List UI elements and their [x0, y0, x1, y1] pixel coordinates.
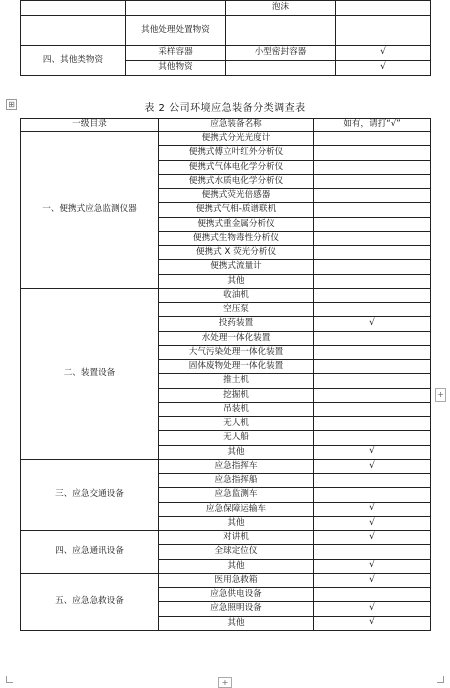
table-cell — [336, 1, 431, 16]
check-mark — [314, 189, 431, 203]
table-row — [21, 531, 431, 545]
check-mark — [314, 203, 431, 217]
table-row — [21, 1, 431, 16]
table-move-handle-icon[interactable]: ⊞ — [6, 99, 17, 110]
equipment-name-cell: 应急供电设备 — [159, 588, 314, 602]
equipment-name-cell: 空压泵 — [159, 303, 314, 317]
equipment-name-cell: 应急指挥船 — [159, 474, 314, 488]
check-mark — [314, 146, 431, 160]
header-equipment-name: 应急装备名称 — [159, 119, 314, 132]
table-cell: 小型密封容器 — [226, 46, 336, 61]
check-mark: √ — [314, 445, 431, 459]
check-mark: √ — [314, 502, 431, 516]
check-mark — [314, 260, 431, 274]
equipment-classification-table — [20, 118, 431, 631]
table-cell — [226, 61, 336, 76]
equipment-name-cell: 大气污染处理一体化装置 — [159, 345, 314, 359]
check-mark — [314, 488, 431, 502]
equipment-name-cell: 其他 — [159, 445, 314, 459]
check-mark: √ — [314, 459, 431, 473]
materials-table-continued — [20, 0, 431, 76]
equipment-name-cell: 便携式生物毒性分析仪 — [159, 231, 314, 245]
check-mark — [314, 217, 431, 231]
equipment-name-cell: 固体废物处理一体化装置 — [159, 360, 314, 374]
equipment-name-cell: 收油机 — [159, 288, 314, 302]
check-mark — [314, 231, 431, 245]
table-cell — [21, 16, 126, 46]
equipment-name-cell: 无人机 — [159, 417, 314, 431]
table-cell: 采样容器 — [126, 46, 226, 61]
check-mark — [314, 388, 431, 402]
equipment-name-cell: 便携式 X 荧光分析仪 — [159, 246, 314, 260]
table-cell: 泡沫 — [226, 1, 336, 16]
category-cell: 二、装置设备 — [21, 288, 159, 459]
equipment-name-cell: 其他 — [159, 559, 314, 573]
check-mark — [314, 303, 431, 317]
equipment-name-cell: 应急保障运输车 — [159, 502, 314, 516]
equipment-name-cell: 无人船 — [159, 431, 314, 445]
page-corner-mark — [437, 676, 444, 683]
equipment-name-cell: 其他 — [159, 616, 314, 630]
header-row — [21, 119, 431, 132]
equipment-name-cell: 其他 — [159, 274, 314, 288]
check-mark: √ — [314, 573, 431, 587]
header-check: 如有，请打“√” — [314, 119, 431, 132]
check-mark — [314, 331, 431, 345]
table-caption: 表 2 公司环境应急装备分类调查表 — [144, 103, 306, 114]
table-row — [21, 573, 431, 587]
category-cell: 一、便携式应急监测仪器 — [21, 132, 159, 289]
equipment-name-cell: 全球定位仪 — [159, 545, 314, 559]
check-mark — [314, 174, 431, 188]
add-row-icon[interactable]: + — [218, 677, 232, 688]
check-mark: √ — [314, 602, 431, 616]
check-mark — [314, 431, 431, 445]
equipment-name-cell: 便携式分光光度计 — [159, 132, 314, 146]
equipment-name-cell: 便携式荧光倍感器 — [159, 189, 314, 203]
equipment-name-cell: 便携式傅立叶红外分析仪 — [159, 146, 314, 160]
check-mark: √ — [314, 317, 431, 331]
equipment-name-cell: 应急监测车 — [159, 488, 314, 502]
check-mark: √ — [336, 46, 431, 61]
check-mark — [314, 374, 431, 388]
equipment-name-cell: 推土机 — [159, 374, 314, 388]
check-mark — [314, 417, 431, 431]
check-mark — [314, 274, 431, 288]
category-cell: 五、应急急救设备 — [21, 573, 159, 630]
equipment-name-cell: 应急指挥车 — [159, 459, 314, 473]
equipment-name-cell: 挖掘机 — [159, 388, 314, 402]
table-cell — [336, 16, 431, 46]
equipment-name-cell: 应急照明设备 — [159, 602, 314, 616]
category-cell: 四、应急通讯设备 — [21, 531, 159, 574]
check-mark — [314, 545, 431, 559]
check-mark: √ — [314, 616, 431, 630]
check-mark — [314, 360, 431, 374]
table-row — [21, 16, 431, 46]
equipment-name-cell: 水处理一体化装置 — [159, 331, 314, 345]
equipment-name-cell: 对讲机 — [159, 531, 314, 545]
table-cell: 其他处理处置物资 — [126, 16, 226, 46]
table-cell — [126, 1, 226, 16]
check-mark: √ — [336, 61, 431, 76]
check-mark — [314, 474, 431, 488]
header-category: 一级目录 — [21, 119, 159, 132]
check-mark: √ — [314, 531, 431, 545]
table-cell — [226, 16, 336, 46]
equipment-name-cell: 医用急救箱 — [159, 573, 314, 587]
equipment-name-cell: 投药装置 — [159, 317, 314, 331]
add-column-icon[interactable]: + — [435, 388, 446, 402]
equipment-name-cell: 便携式重金属分析仪 — [159, 217, 314, 231]
check-mark — [314, 345, 431, 359]
equipment-name-cell: 吊装机 — [159, 402, 314, 416]
check-mark — [314, 288, 431, 302]
check-mark — [314, 132, 431, 146]
table-row — [21, 132, 431, 146]
table-row — [21, 288, 431, 302]
equipment-name-cell: 便携式水质电化学分析仪 — [159, 174, 314, 188]
category-cell: 三、应急交通设备 — [21, 459, 159, 530]
check-mark — [314, 160, 431, 174]
check-mark — [314, 588, 431, 602]
equipment-name-cell: 便携式气相-质谱联机 — [159, 203, 314, 217]
check-mark: √ — [314, 516, 431, 530]
check-mark: √ — [314, 559, 431, 573]
check-mark — [314, 246, 431, 260]
table-row — [21, 46, 431, 61]
check-mark — [314, 402, 431, 416]
table-cell: 其他物资 — [126, 61, 226, 76]
equipment-name-cell: 便携式气体电化学分析仪 — [159, 160, 314, 174]
equipment-name-cell: 便携式流量计 — [159, 260, 314, 274]
table-row — [21, 459, 431, 473]
page-corner-mark — [6, 676, 13, 683]
equipment-name-cell: 其他 — [159, 516, 314, 530]
table-cell — [21, 1, 126, 16]
category-cell: 四、其他类物资 — [21, 46, 126, 76]
